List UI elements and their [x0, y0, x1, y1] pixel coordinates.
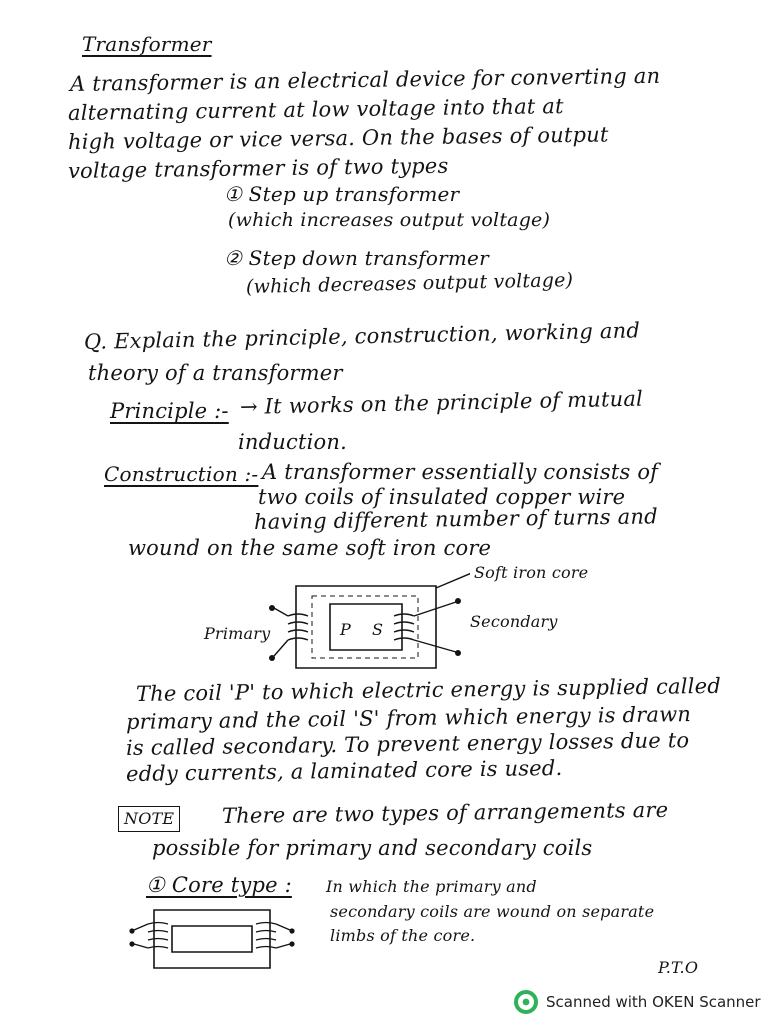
- principle-label: Principle :-: [110, 399, 229, 423]
- core-type-diagram: [124, 904, 300, 974]
- scanner-text: Scanned with OKEN Scanner: [546, 993, 761, 1011]
- primary-terminal-2: [269, 655, 275, 661]
- secondary-terminal-1: [455, 598, 461, 604]
- note-line-2: possible for primary and secondary coils: [152, 836, 593, 860]
- pto-mark: P.T.O: [658, 958, 699, 977]
- core-type-terminal-1: [129, 928, 134, 933]
- intro-line-3: high voltage or vice versa. On the bases of output: [67, 122, 609, 154]
- scanner-watermark: [514, 986, 768, 1018]
- outer-core: [296, 586, 436, 668]
- type-1-title: ① Step up transformer: [224, 182, 460, 206]
- core-label: Soft iron core: [474, 563, 589, 582]
- primary-coil: [274, 608, 308, 656]
- core-type-inner: [172, 926, 252, 952]
- core-type-right-coil: [256, 923, 290, 949]
- scanner-logo-icon: [514, 990, 538, 1014]
- intro-line-2: alternating current at low voltage into that at: [67, 94, 564, 125]
- construction-line-4: wound on the same soft iron core: [128, 536, 492, 560]
- type-1-desc: (which increases output voltage): [228, 209, 551, 231]
- core-type-terminal-2: [129, 941, 134, 946]
- p-mark: P: [340, 620, 351, 639]
- note-line-1: There are two types of arrangements are: [221, 797, 669, 828]
- intro-line-1: A transformer is an electrical device for converting an: [69, 63, 661, 96]
- explanation-line-2: primary and the coil 'S' from which energy is drawn: [125, 702, 692, 734]
- core-type-label: ① Core type :: [146, 873, 292, 897]
- core-type-terminal-4: [289, 941, 294, 946]
- type-2-desc: (which decreases output voltage): [245, 269, 574, 298]
- explanation-line-4: eddy currents, a laminated core is used.: [125, 755, 563, 786]
- construction-label: Construction :-: [104, 462, 259, 486]
- note-title: Transformer: [82, 32, 212, 56]
- s-mark: S: [372, 620, 384, 639]
- primary-label: Primary: [204, 624, 271, 643]
- explanation-line-3: is called secondary. To prevent energy losses due to: [125, 728, 690, 760]
- note-box-label: NOTE: [118, 806, 180, 832]
- type-2-title: ② Step down transformer: [224, 246, 489, 270]
- core-type-line-3: limbs of the core.: [330, 926, 476, 945]
- transformer-diagram: [260, 568, 470, 678]
- intro-line-4: voltage transformer is of two types: [67, 153, 449, 183]
- core-type-left-coil: [134, 923, 168, 949]
- principle-line-1: → It works on the principle of mutual: [239, 386, 644, 419]
- secondary-coil: [394, 602, 456, 652]
- question-line-1: Q. Explain the principle, construction, working and: [83, 318, 641, 354]
- construction-line-3: having different number of turns and: [253, 504, 658, 534]
- primary-terminal-1: [269, 605, 275, 611]
- core-type-line-1: In which the primary and: [326, 877, 537, 896]
- secondary-label: Secondary: [470, 612, 558, 631]
- core-type-line-2: secondary coils are wound on separate: [330, 902, 655, 921]
- construction-line-1: A transformer essentially consists of: [262, 460, 659, 484]
- explanation-line-1: The coil 'P' to which electric energy is supplied called: [135, 673, 722, 706]
- secondary-terminal-2: [455, 650, 461, 656]
- construction-line-2: two coils of insulated copper wire: [258, 485, 626, 509]
- principle-line-2: induction.: [238, 430, 347, 454]
- core-pointer: [436, 572, 470, 588]
- core-type-terminal-3: [289, 928, 294, 933]
- question-line-2: theory of a transformer: [88, 361, 343, 385]
